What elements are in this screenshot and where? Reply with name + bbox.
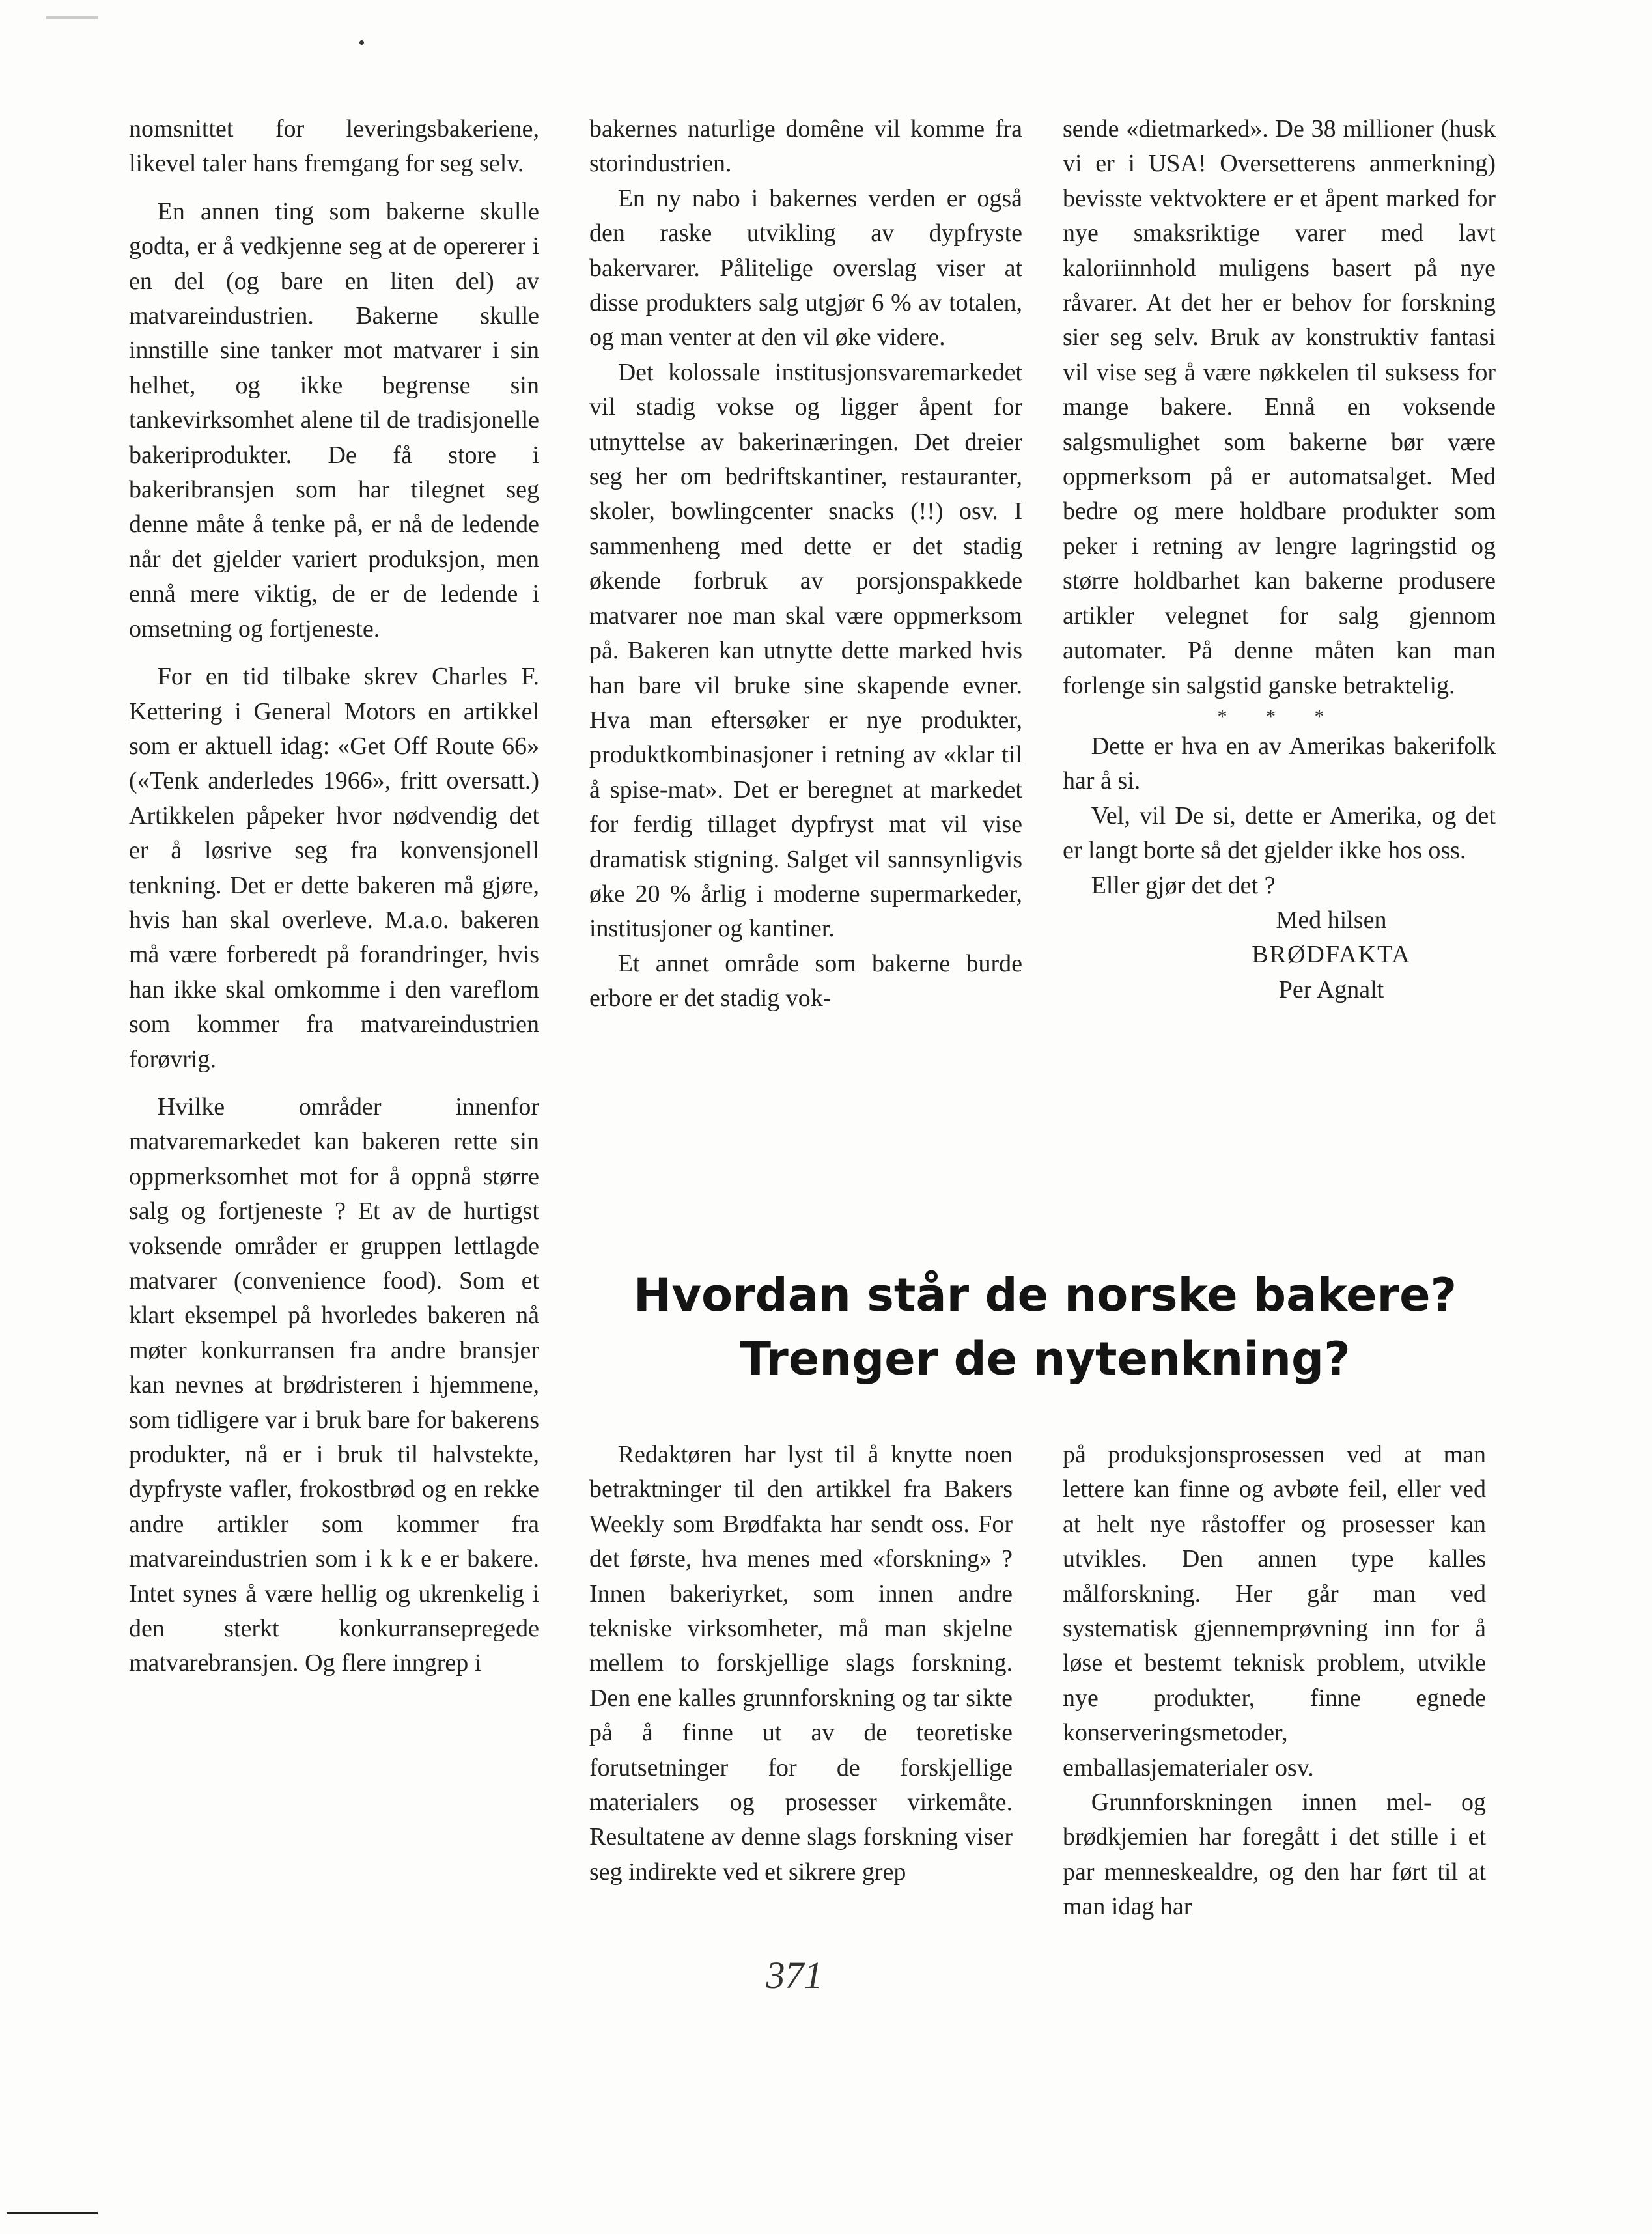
article-headline [573, 1263, 1517, 1391]
col1-paragraph-1: nomsnittet for leveringsbakeriene, likevel taler hans fremgang for seg selv. [129, 115, 539, 178]
section-break-stars: * * * [1217, 705, 1341, 727]
scan-mark-bottom [7, 2212, 98, 2214]
headline-line-1: Hvordan står de norske bakere? [633, 1268, 1457, 1322]
col3-closing-2: Vel, vil De si, dette er Amerika, og det er langt borte så det gjelder ikke hos oss. [1063, 802, 1496, 865]
column-1 [129, 112, 539, 1681]
scan-dot [359, 40, 364, 45]
scan-mark-top [46, 16, 98, 19]
article-left-paragraph-1: Redaktøren har lyst til å knytte noen betraktninger til den artikkel fra Bakers Weekly som Brødfakta har sendt oss. For det første, hva menes med «forskning» ? Innen bakeriyrket, som innen andre tekniske virksomheter, må man skjelne mellem to forskjellige slags forskning. Den ene kalles grunnforskning og tar sikte på å finne ut av de teoretiske forutsetninger for de forskjellige materialers og prosesser virkemåte. Resultatene av denne slags forskning viser seg indirekte ved et sikrere grep [589, 1441, 1013, 1886]
col2-paragraph-3: Det kolossale institusjonsvaremarkedet vil stadig vokse og ligger åpent for utnyttelse av bakerinæringen. Det dreier seg her om bedriftskantiner, restauranter, skoler, bowlingcenter snacks (!!) osv. I sammenheng med dette er det stadig økende forbruk av porsjonspakkede matvarer noe man skal være oppmerksom på. Bakeren kan utnytte dette marked hvis han bare vil bruke sine skapende evner. Hva man eftersøker er nye produkter, produktkombinasjoner i retning av «klar til å spise-mat». Det er beregnet at markedet for ferdig tillaget dypfryst mat vil vise dramatisk stigning. Salget vil sannsynligvis øke 20 % årlig i moderne supermarkeder, institusjoner og kantiner. [589, 358, 1022, 943]
col3-paragraph-1: sende «dietmarked». De 38 millioner (husk vi er i USA! Oversetterens anmerkning) bevisste vektvoktere er et åpent marked for nye smaksriktige varer med lavt kaloriinnhold muligens basert på nye råvarer. At det her er behov for forskning sier seg selv. Bruk av konstruktiv fantasi vil vise seg å være nøkkelen til suksess for mange bakere. Ennå en voksende salgsmulighet som bakerne bør være oppmerksom på er automatsalget. Med bedre og mere holdbare produkter som peker i retning av lengre lagringstid og større holdbarhet kan bakerne produsere artikler velegnet for salg gjennom automater. På denne måten kan man forlenge sin salgstid ganske betraktelig. [1063, 115, 1496, 699]
col3-closing-1: Dette er hva en av Amerikas bakerifolk har å si. [1063, 732, 1496, 795]
col1-paragraph-3: For en tid tilbake skrev Charles F. Kettering i General Motors en artikkel som er aktuell idag: «Get Off Route 66» («Tenk anderledes 1966», fritt oversatt.) Artikkelen påpeker hvor nødvendig det er å løsrive seg fra konvensjonell tenkning. Det er dette bakeren må gjøre, hvis han skal overleve. M.a.o. bakeren må være forberedt på forandringer, hvis han ikke skal omkomme i den vareflom som kommer fra matvareindustrien forøvrig. [129, 663, 539, 1073]
article-right-paragraph-2: Grunnforskningen innen mel- og brødkjemien har foregått i det stille i et par menneskealdre, og den har ført til at man idag har [1063, 1789, 1486, 1921]
column-2 [589, 112, 1022, 1016]
col3-closing-3: Eller gjør det det ? [1091, 871, 1276, 899]
col2-paragraph-4: Et annet område som bakerne burde erbore er det stadig vok- [589, 949, 1022, 1012]
column-3 [1063, 112, 1496, 1007]
article-right-paragraph-1: på produksjonsprosessen ved at man lettere kan finne og avbøte feil, eller ved at helt nye råstoffer og prosesser kan utvikles. Den annen type kalles målforskning. Her går man ved systematisk gjennemprøvning inn for å løse et bestemt teknisk problem, utvikle nye produkter, finne egnede konserveringsmetoder, emballasjematerialer osv. [1063, 1441, 1486, 1781]
signoff [1063, 903, 1496, 1007]
col2-paragraph-2: En ny nabo i bakernes verden er også den raske utvikling av dypfryste bakervarer. Pålitelige overslag viser at disse produkters salg utgjør 6 % av totalen, og man venter at den vil øke videre. [589, 184, 1022, 352]
signoff-organization: BRØDFAKTA [1252, 941, 1411, 969]
headline-line-2: Trenger de nytenkning? [740, 1332, 1351, 1386]
article-column-left [589, 1438, 1013, 1890]
col2-paragraph-1: bakernes naturlige domêne vil komme fra storindustrien. [589, 115, 1022, 178]
page-number: 371 [766, 1954, 823, 1996]
signoff-greeting: Med hilsen [1276, 906, 1387, 934]
col1-paragraph-2: En annen ting som bakerne skulle godta, er å vedkjenne seg at de opererer i en del (og bare en liten del) av matvareindustrien. Bakerne skulle innstille sine tanker mot matvarer i sin helhet, og ikke begrense sin tankevirksomhet alene til de tradisjonelle bakeriprodukter. De få store i bakeribransjen som har tilegnet seg denne måte å tenke på, er nå de ledende når det gjelder variert produksjon, men ennå mere viktig, de er de ledende i omsetning og fortjeneste. [129, 197, 539, 643]
article-column-right [1063, 1438, 1486, 1925]
col1-paragraph-4: Hvilke områder innenfor matvaremarkedet kan bakeren rette sin oppmerksomhet mot for å oppnå større salg og fortjeneste ? Et av de hurtigst voksende områder er gruppen lettlagde matvarer (convenience food). Som et klart eksempel på hvorledes bakeren nå møter konkurransen fra andre bransjer kan nevnes at brødristeren i hjemmene, som tidligere var i bruk bare for bakerens produkter, nå er i bruk til halvstekte, dypfryste vafler, frokostbrød og en rekke andre artikler som kommer fra matvareindustrien som i k k e er bakere. Intet synes å være hellig og ukrenkelig i den sterkt konkurransepregede matvarebransjen. Og flere inngrep i [129, 1093, 539, 1677]
signoff-name: Per Agnalt [1278, 975, 1384, 1003]
